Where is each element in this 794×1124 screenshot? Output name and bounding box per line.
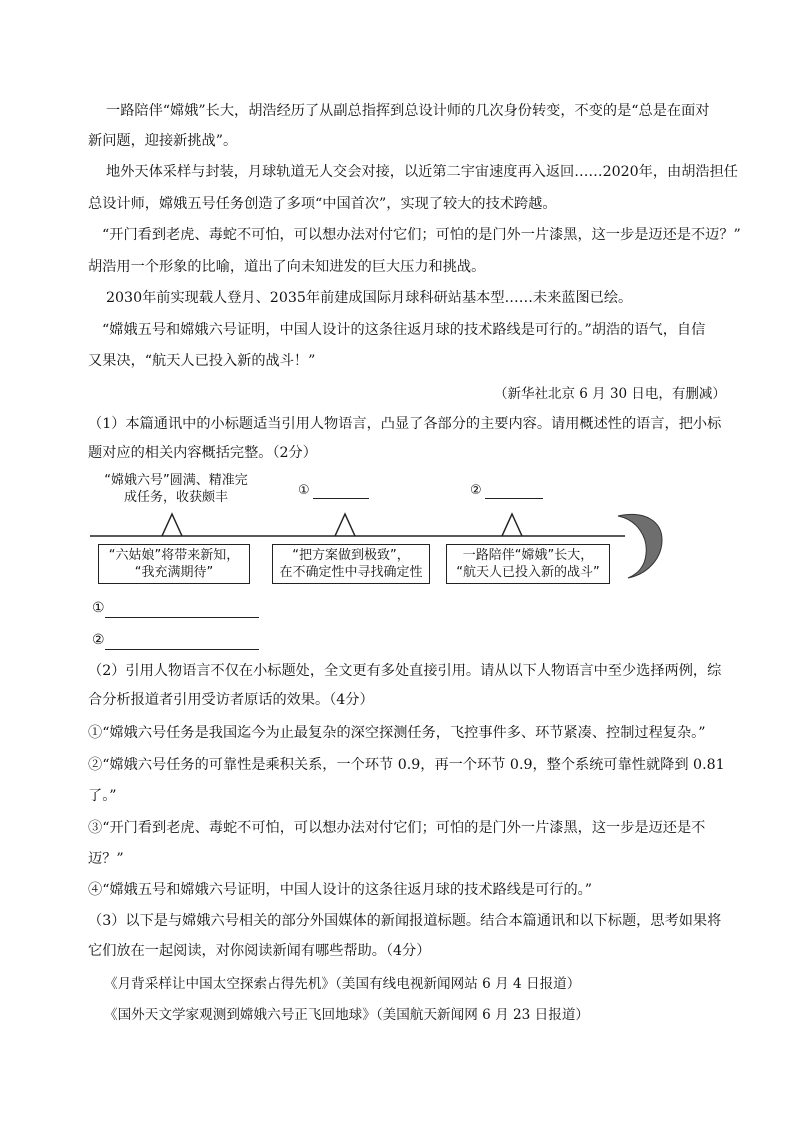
- subtitle-box-2: [272, 544, 430, 584]
- q1-prompt-line-2: 题对应的相关内容概括完整。（2分）: [88, 445, 317, 461]
- q2-item-1-text: “嫦娥六号任务是我国迄今为止最复杂的深空探测任务，飞控事件多、环节紧凑、控制过程复杂。”: [102, 725, 706, 741]
- paragraph-4: 2030年前实现载人登月、2035年前建成国际月球科研站基本型……未来蓝图已绘。: [106, 290, 633, 306]
- box-2-line-2: 在不确定性中寻找确定性: [279, 565, 423, 580]
- paragraph-5-line-1: “嫦娥五号和嫦娥六号证明，中国人设计的这条往返月球的技术路线是可行的。”胡浩的语气，自信: [102, 322, 706, 338]
- subtitle-timeline-diagram: [90, 468, 700, 590]
- answer-1-line[interactable]: [105, 601, 259, 618]
- headline-2: 《国外天文学家观测到嫦娥六号正飞回地球》（美国航天新闻网 6 月 23 日报道）: [104, 1007, 590, 1023]
- marker-triangle-1: [162, 514, 182, 536]
- blank-2-label: [470, 482, 543, 499]
- paragraph-1-line-2: 新问题，迎接新挑战”。: [88, 133, 238, 149]
- q2-item-2: [88, 755, 725, 775]
- answer-1: [92, 598, 259, 618]
- blank-2-line[interactable]: [485, 484, 543, 499]
- top-label-1-line-1: “嫦娥六号”圆满、精准完: [104, 473, 248, 488]
- q2-prompt-line-1: （2）引用人物语言不仅在小标题处，全文更有多处直接引用。请从以下人物语言中至少选择两例，综: [88, 663, 722, 679]
- q1-prompt-line-1: （1）本篇通讯中的小标题适当引用人物语言，凸显了各部分的主要内容。请用概述性的语言，把小标: [88, 416, 722, 432]
- news-source: （新华社北京 6 月 30 日电，有删减）: [494, 386, 726, 402]
- q2-item-3-line-2: 迈？”: [88, 851, 124, 867]
- q2-item-1-marker: ①: [88, 725, 103, 741]
- q3-prompt-line-1: （3）以下是与嫦娥六号相关的部分外国媒体的新闻报道标题。结合本篇通讯和以下标题，思考如果将: [88, 913, 722, 929]
- q2-item-1: [88, 723, 706, 743]
- paragraph-2-line-2: 总设计师，嫦娥五号任务创造了多项“中国首次”，实现了较大的技术跨越。: [88, 196, 557, 212]
- blank-1-marker: ①: [298, 483, 310, 498]
- q2-item-3-text: “开门看到老虎、毒蛇不可怕，可以想办法对付它们；可怕的是门外一片漆黑，这一步是迈还是不: [102, 820, 706, 836]
- paragraph-3-line-1: “开门看到老虎、毒蛇不可怕，可以想办法对付它们；可怕的是门外一片漆黑，这一步是迈还是不迈？”: [102, 227, 741, 243]
- marker-triangle-2: [335, 514, 355, 536]
- top-label-1-line-2: 成任务，收获颇丰: [123, 490, 228, 505]
- q2-item-3: [88, 818, 705, 838]
- box-3-line-2: “航天人已投入新的战斗”: [456, 565, 600, 580]
- answer-2-marker: ②: [92, 632, 105, 648]
- marker-triangle-3: [502, 514, 522, 536]
- q2-prompt-line-2: 合分析报道者引用受访者原话的效果。（4分）: [88, 692, 374, 708]
- box-2-line-1: “把方案做到极致”，: [292, 548, 410, 563]
- paragraph-5-line-2: 又果决，“航天人已投入新的战斗！”: [88, 353, 316, 369]
- answer-2-line[interactable]: [105, 633, 259, 650]
- crescent-moon-icon: [618, 514, 662, 578]
- blank-1-label: [298, 482, 369, 499]
- paragraph-2-line-1: 地外天体采样与封装，月球轨道无人交会对接，以近第二宇宙速度再入返回……2020年，由胡浩担任: [106, 164, 738, 180]
- q2-item-4: [88, 880, 592, 900]
- q3-prompt-line-2: 它们放在一起阅读，对你阅读新闻有哪些帮助。（4分）: [88, 943, 431, 959]
- q2-item-2-marker: ②: [88, 757, 103, 773]
- q2-item-2-line-2: 了。”: [88, 788, 117, 804]
- box-1-line-2: “我充满期待”: [134, 565, 214, 580]
- q2-item-4-marker: ④: [88, 882, 103, 898]
- box-1-line-1: “六姑娘”将带来新知，: [108, 548, 240, 563]
- q2-item-3-marker: ③: [88, 820, 103, 836]
- paragraph-1-line-1: 一路陪伴“嫦娥”长大，胡浩经历了从副总指挥到总设计师的几次身份转变，不变的是“总是在面对: [106, 103, 710, 119]
- paragraph-3-line-2: 胡浩用一个形象的比喻，道出了向未知进发的巨大压力和挑战。: [88, 259, 486, 275]
- answer-2: [92, 630, 259, 650]
- q2-item-4-text: “嫦娥五号和嫦娥六号证明，中国人设计的这条往返月球的技术路线是可行的。”: [102, 882, 592, 898]
- q2-item-2-text: “嫦娥六号任务的可靠性是乘积关系，一个环节 0.9，再一个环节 0.9，整个系统可靠性就降到 0.81: [102, 757, 725, 773]
- headline-1: 《月背采样让中国太空探索占得先机》（美国有线电视新闻网站 6 月 4 日报道）: [104, 976, 581, 992]
- answer-1-marker: ①: [92, 600, 105, 616]
- subtitle-box-3: [446, 544, 610, 584]
- blank-1-line[interactable]: [313, 484, 369, 499]
- subtitle-box-1: [98, 544, 250, 584]
- box-3-line-1: 一路陪伴“嫦娥”长大，: [462, 548, 594, 563]
- blank-2-marker: ②: [470, 483, 482, 498]
